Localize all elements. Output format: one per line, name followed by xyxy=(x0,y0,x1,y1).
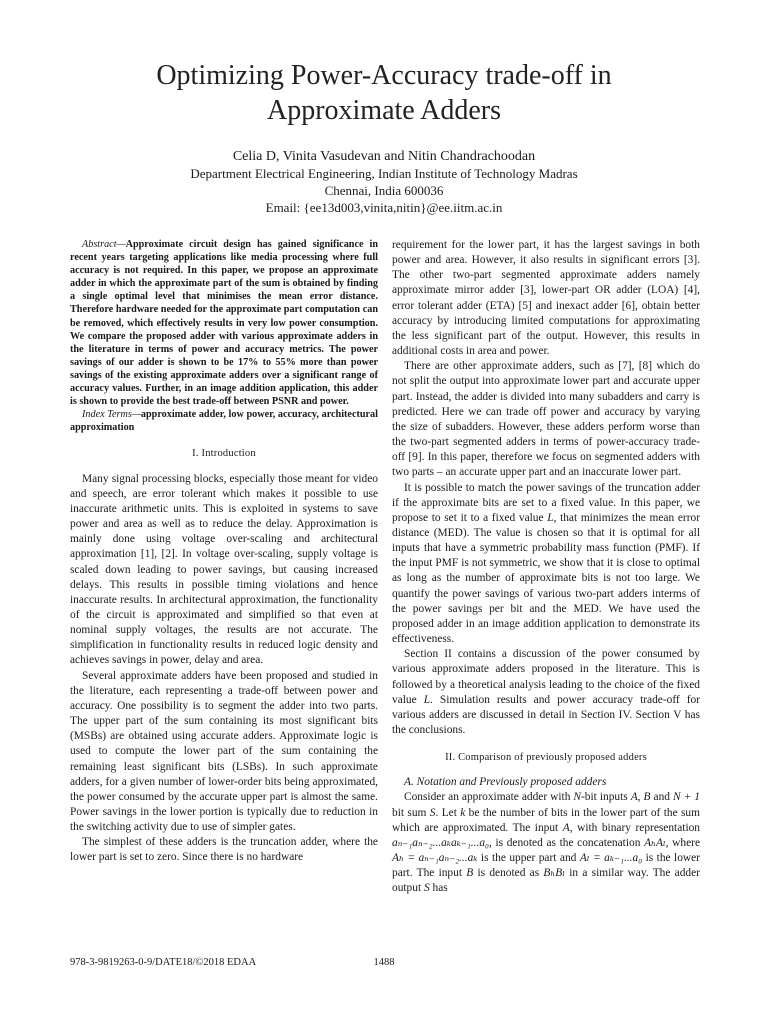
math-var: S xyxy=(423,882,430,895)
text-run: It is possible to match the power savings of the truncation adder if the approximate bits are set to a fixed value. In this paper, we propose to set it to a fixed value xyxy=(392,481,700,524)
index-terms-label: Index Terms— xyxy=(82,409,141,421)
text-run: and xyxy=(650,791,673,804)
math-expression: BₕBₗ xyxy=(543,867,565,880)
section-heading-introduction: I. Introduction xyxy=(192,448,256,460)
text-run: , with binary representation xyxy=(569,821,700,834)
math-var: N xyxy=(573,791,582,804)
math-var: B xyxy=(466,867,474,880)
math-expression: aₙ₋₁aₙ₋₂...aₖaₖ₋₁...a₀ xyxy=(392,836,489,849)
right-paragraph-1: requirement for the lower part, it has the largest savings in both power and area. However, it also results in significant errors [3]. The other two-part segmented approximate adders namely approximate mirror adder [3], lower-part OR adder (LOA) [4], error tolerant adder (ETA) [5] and inexact adder [6], obtain better accuracy by introducing limited computations for approximating the less significant part of the output. However, this results in additional costs in area and power. xyxy=(392,239,700,358)
right-paragraph-2: There are other approximate adders, such as [7], [8] which do not split the output into approximate lower part and accurate upper part. Instead, the adder is divided into many subadders and carry is predicted. Here we can trade off power and accuracy by varying the size of subadders. However, these adders perform worse than the two-part segmented adders in terms of power-accuracy trade-off [9]. In this paper, therefore we focus on segmented adders with two parts – an accurate upper part and an inaccurate lower part. xyxy=(392,360,700,479)
right-column xyxy=(392,238,700,897)
intro-paragraph-1: Many signal processing blocks, especially those meant for video and speech, are error tolerant which makes it possible to use inaccurate arithmetic units. This is exploited in systems to save power and area as well as to reduce the delay. Approximation is mainly done using voltage over-scaling and architectural approximation [1], [2]. In voltage over-scaling, supply voltage is scaled down leading to power savings, but causing increased delays. This results in possible timing violations and hence inaccurate results. In architectural approximation, the functionality of the circuit is approximated and simplified so that even at nominal supply voltages, the results are not accurate. The simplification in functionality results in reduced logic density and achieves savings in power, delay and area. xyxy=(70,472,378,667)
text-run: Consider an approximate adder with xyxy=(404,791,574,804)
left-column xyxy=(70,238,378,866)
abstract-label: Abstract— xyxy=(82,239,126,250)
intro-paragraph-2: Several approximate adders have been proposed and studied in the literature, each representing a trade-off between power and accuracy. One possibility is to segment the adder into two parts. The upper part of the sum containing its most significant bits (MSBs) are obtained using accurate adders. Approximate logic is used to compute the lower part of the sum containing the remaining least significant bits (LSBs). In such approximate adders, for a given number of lower-order bits being approximated, the power consumed by the accurate upper part is almost the same. Power savings in the lower portion is typically due to reduction in the switching activity due to use of simpler gates. xyxy=(70,669,378,834)
section2-paragraph-1 xyxy=(392,790,700,896)
text-run: is the lower part. The input xyxy=(392,852,700,880)
math-var: L xyxy=(423,693,431,706)
paper-title xyxy=(60,58,708,128)
intro-paragraph-3: The simplest of these adders is the truncation adder, where the lower part is set to zero. Since there is no hardware xyxy=(70,836,378,864)
footer-isbn: 978-3-9819263-0-9/DATE18/©2018 EDAA xyxy=(70,957,257,968)
page-number: 1488 xyxy=(373,957,395,968)
text-run: . Let xyxy=(435,806,461,819)
text-run: . Simulation results and power accuracy trade-off for various adders are discussed in detail in Section IV. Section V has the conclusions. xyxy=(392,693,700,736)
text-run: , is denoted as the concatenation xyxy=(488,836,645,849)
math-expression: Aₗ = aₖ₋₁...a₀ xyxy=(579,852,643,865)
subsection-heading-notation: A. Notation and Previously proposed adders xyxy=(404,776,607,789)
index-terms-text: approximate adder, low power, accuracy, architectural approximation xyxy=(70,409,378,434)
math-var: k xyxy=(460,806,466,819)
affiliation: Department Electrical Engineering, Indian Institute of Technology Madras xyxy=(190,166,578,181)
author-names: Celia D, Vinita Vasudevan and Nitin Chandrachoodan xyxy=(232,149,536,164)
text-run: is the upper part and xyxy=(477,852,580,865)
right-paragraph-3 xyxy=(392,481,700,648)
math-var: S xyxy=(429,806,436,819)
text-run: is denoted as xyxy=(473,867,544,880)
author-block xyxy=(60,148,708,216)
text-run: be the number of bits in the lower part of the sum which are approximated. The input xyxy=(392,806,700,834)
text-run: , xyxy=(637,791,644,804)
address: Chennai, India 600036 xyxy=(324,183,444,198)
text-run: bit sum xyxy=(392,806,430,819)
math-var: B xyxy=(643,791,651,804)
title-line-2: Approximate Adders xyxy=(266,95,502,126)
section-heading-comparison: II. Comparison of previously proposed adders xyxy=(445,752,647,764)
math-var: A xyxy=(562,821,570,834)
math-expression: Aₕ = aₙ₋₁aₙ₋₂...aₖ xyxy=(392,852,478,865)
math-var: A xyxy=(630,791,638,804)
abstract xyxy=(70,238,378,434)
abstract-text: Approximate circuit design has gained significance in recent years targeting applications like media processing where full accuracy is not required. In this paper, we propose an approximate adder in which the approximate part of the sum is obtained by finding a single optimal level that minimises the mean error distance. Therefore hardware needed for the approximate part computation can be removed, which effectively results in very low power consumption. We compare the proposed adder with various approximate adders in the literature in terms of power and accuracy metrics. The power savings of our adder is shown to be 17% to 55% more than power savings of the existing approximate adders over a significant range of accuracy values. Further, in an image addition application, this adder is shown to provide the best trade-off between PSNR and power. xyxy=(70,239,378,408)
text-run: has xyxy=(429,882,448,895)
text-run: , where xyxy=(665,836,700,849)
text-run: -bit inputs xyxy=(581,791,631,804)
math-var: L xyxy=(547,511,554,524)
text-run: Section II contains a discussion of the power consumed by various approximate adders proposed in the literature. This is followed by a theoretical analysis leading to the choice of the fixed value xyxy=(392,648,700,706)
math-expression: AₕAₗ xyxy=(644,836,666,849)
title-line-1: Optimizing Power-Accuracy trade-off in xyxy=(156,60,612,91)
text-run: in a similar way. The adder output xyxy=(392,867,700,895)
text-run: , that minimizes the mean error distance (MED). The value is chosen so that it is optimal for all inputs that have a symmetric probability mass function (PMF). If the input PMF is not symmetric, we show that it is close to optimal as long as the number of approximate bits is not too large. We quantify the power savings of various two-part adders interms of the power savings per bit and the MED. We have used the proposed adder in an image addition application to demonstrate its effectiveness. xyxy=(392,511,700,646)
email: Email: {ee13d003,vinita,nitin}@ee.iitm.ac.in xyxy=(265,200,503,215)
right-paragraph-4 xyxy=(392,647,700,738)
math-var: N + 1 xyxy=(672,791,700,804)
